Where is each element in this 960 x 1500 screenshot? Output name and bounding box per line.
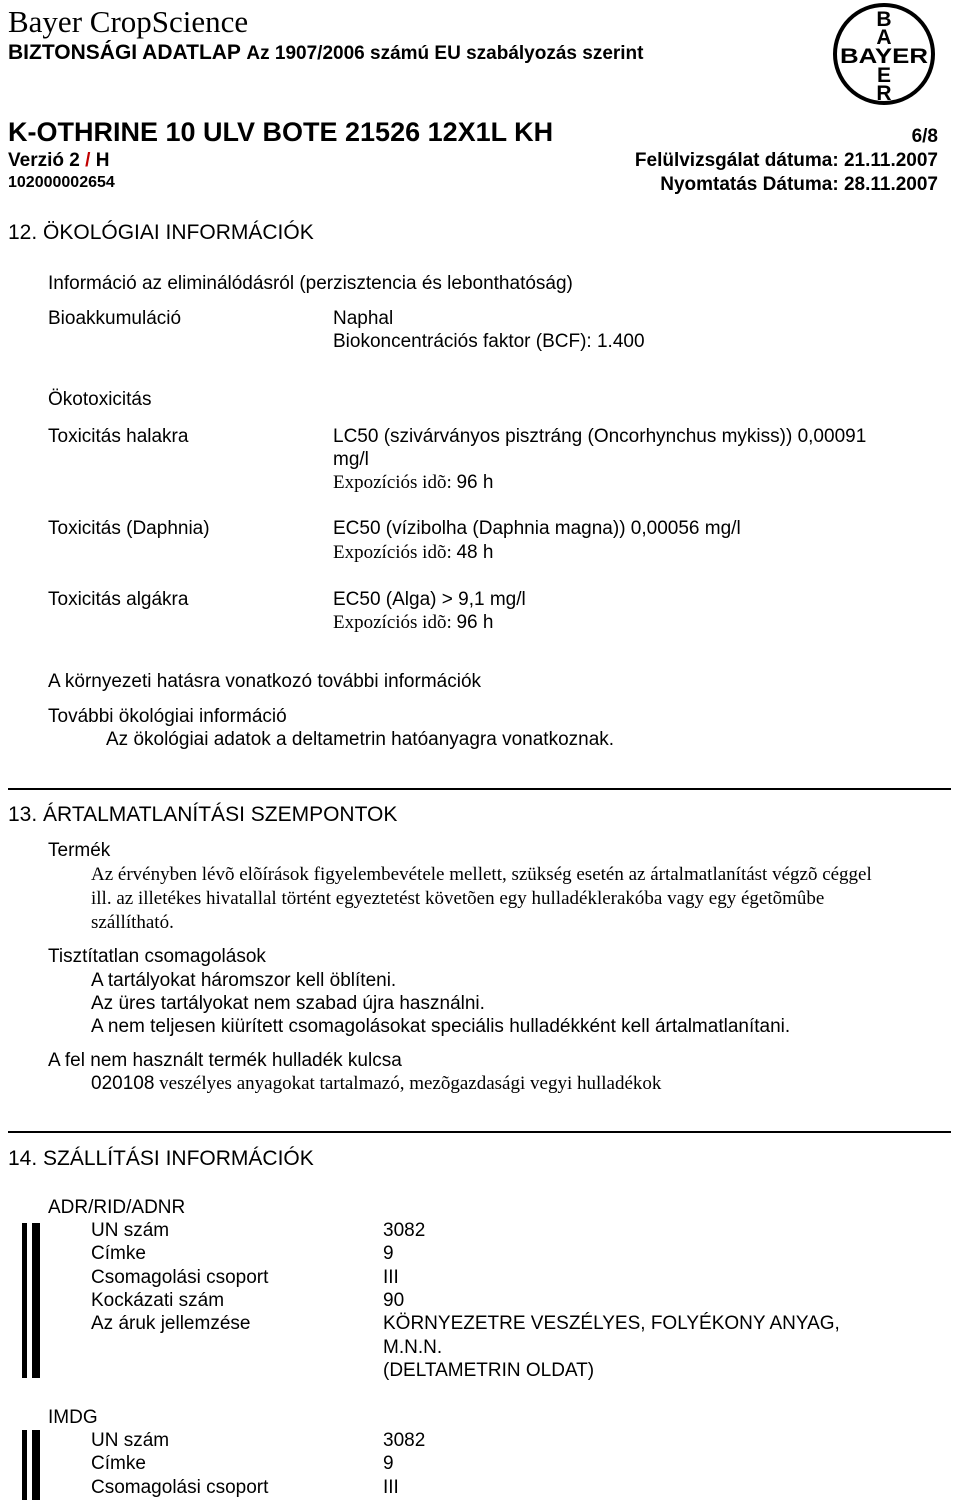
fish-toxicity-label: Toxicitás halakra xyxy=(48,426,189,447)
imdg-row-value: 9 xyxy=(383,1453,394,1475)
imdg-heading: IMDG xyxy=(48,1407,98,1428)
version-number: 2 xyxy=(69,150,80,171)
section-14-title: 14. SZÁLLÍTÁSI INFORMÁCIÓK xyxy=(8,1147,314,1170)
page-number: 6/8 xyxy=(911,126,938,147)
company-name: Bayer CropScience xyxy=(8,4,249,39)
version-info xyxy=(8,150,109,172)
revision-bar xyxy=(32,1430,40,1500)
adr-row-label: Kockázati szám xyxy=(91,1289,225,1311)
product-name: K-OTHRINE 10 ULV BOTE 21526 12X1L KH xyxy=(8,117,554,147)
imdg-row-value: 3082 xyxy=(383,1430,426,1451)
further-info-heading: További ökológiai információ xyxy=(48,706,287,727)
version-slash: / xyxy=(85,150,91,171)
daphnia-exposure-label: Expozíciós idõ: xyxy=(333,542,452,563)
ecotoxicity-heading: Ökotoxicitás xyxy=(48,389,152,410)
algae-exposure-value: 96 h xyxy=(456,612,494,633)
further-info-text: Az ökológiai adatok a deltametrin hatóanyagra vonatkoznak. xyxy=(106,729,615,750)
daphnia-toxicity-value: EC50 (vízibolha (Daphnia magna)) 0,00056 mg/l xyxy=(333,518,741,539)
fish-toxicity-value: LC50 (szivárványos pisztráng (Oncorhynchus mykiss)) 0,00091 xyxy=(333,426,867,447)
revision-bar xyxy=(32,1223,40,1378)
packaging-heading: Tisztítatlan csomagolások xyxy=(48,946,266,967)
elimination-heading: Információ az eliminálódásról (perzisztencia és lebonthatóság) xyxy=(48,273,573,294)
packaging-line-2: Az üres tartályokat nem szabad újra használni. xyxy=(91,993,485,1014)
adr-row-value: KÖRNYEZETRE VESZÉLYES, FOLYÉKONY ANYAG, xyxy=(383,1313,840,1335)
daphnia-exposure-value: 48 h xyxy=(456,542,494,563)
adr-heading: ADR/RID/ADNR xyxy=(48,1197,186,1218)
version-suffix: H xyxy=(95,150,110,171)
fish-toxicity-unit: mg/l xyxy=(333,449,369,470)
svg-text:BAYER: BAYER xyxy=(840,45,928,68)
svg-text:E: E xyxy=(876,64,892,87)
algae-toxicity-value: EC50 (Alga) > 9,1 mg/l xyxy=(333,589,526,610)
algae-exposure-label: Expozíciós idõ: xyxy=(333,612,452,633)
waste-description: veszélyes anyagokat tartalmazó, mezõgazdasági vegyi hulladékok xyxy=(159,1073,662,1094)
imdg-row-label: Csomagolási csoport xyxy=(91,1476,269,1498)
fish-exposure xyxy=(333,472,493,494)
document-number: 102000002654 xyxy=(8,174,115,191)
adr-row-value: 3082 xyxy=(383,1220,426,1241)
review-date: Felülvizsgálat dátuma: 21.11.2007 xyxy=(634,150,938,171)
regulation-reference: Az 1907/2006 számú EU szabályozás szerint xyxy=(246,43,644,64)
fish-exposure-label: Expozíciós idõ: xyxy=(333,472,452,493)
daphnia-toxicity-label: Toxicitás (Daphnia) xyxy=(48,518,210,539)
bioaccumulation-value: Biokoncentrációs faktor (BCF): 1.400 xyxy=(333,331,645,352)
imdg-row-value: III xyxy=(383,1476,399,1498)
algae-toxicity-label: Toxicitás algákra xyxy=(48,589,189,610)
environment-heading: A környezeti hatásra vonatkozó további információk xyxy=(48,671,482,692)
algae-exposure xyxy=(333,612,493,634)
waste-key-heading: A fel nem használt termék hulladék kulcsa xyxy=(48,1050,402,1071)
waste-code: 020108 xyxy=(91,1073,155,1094)
product-disposal-line-1: Az érvényben lévõ elõírások figyelembevétele mellett, szükség esetén az ártalmatlanítást végzõ céggel xyxy=(91,864,872,885)
print-date: Nyomtatás Dátuma: 28.11.2007 xyxy=(660,174,938,195)
svg-text:B: B xyxy=(876,8,892,31)
daphnia-exposure xyxy=(333,542,493,564)
adr-description-line-3: (DELTAMETRIN OLDAT) xyxy=(383,1360,595,1381)
fish-exposure-value: 96 h xyxy=(456,472,494,493)
adr-row-value: III xyxy=(383,1266,399,1288)
adr-row-label: UN szám xyxy=(91,1220,170,1241)
adr-description-line-2: M.N.N. xyxy=(383,1337,443,1358)
section-divider xyxy=(8,1131,951,1133)
revision-bar xyxy=(22,1430,27,1500)
svg-text:R: R xyxy=(876,82,892,105)
revision-bar xyxy=(22,1223,27,1378)
section-12-title: 12. ÖKOLÓGIAI INFORMÁCIÓK xyxy=(8,221,314,244)
product-disposal-heading: Termék xyxy=(48,840,111,861)
imdg-row-label: Címke xyxy=(91,1453,146,1475)
bayer-logo xyxy=(832,2,936,106)
document-subtitle xyxy=(8,41,644,65)
packaging-line-3: A nem teljesen kiürített csomagolásokat speciális hulladékként kell ártalmatlanítani. xyxy=(91,1016,791,1037)
bioaccumulation-species: Naphal xyxy=(333,308,394,329)
version-label: Verzió xyxy=(8,150,64,171)
adr-row-label: Az áruk jellemzése xyxy=(91,1313,251,1335)
svg-text:A: A xyxy=(876,26,892,49)
imdg-row-label: UN szám xyxy=(91,1430,170,1451)
adr-row-label: Címke xyxy=(91,1243,146,1265)
adr-row-value: 9 xyxy=(383,1243,394,1265)
product-disposal-line-3: szállítható. xyxy=(91,912,174,933)
section-divider xyxy=(8,788,951,790)
bioaccumulation-label: Bioakkumuláció xyxy=(48,308,182,329)
adr-row-label: Csomagolási csoport xyxy=(91,1266,269,1288)
document-type: BIZTONSÁGI ADATLAP xyxy=(8,41,241,64)
waste-code-line xyxy=(91,1073,661,1095)
adr-row-value: 90 xyxy=(383,1289,405,1311)
section-13-title: 13. ÁRTALMATLANÍTÁSI SZEMPONTOK xyxy=(8,803,398,826)
packaging-line-1: A tartályokat háromszor kell öblíteni. xyxy=(91,970,397,991)
product-disposal-line-2: ill. az illetékes hivatallal történt egyeztetést követõen egy hulladéklerakóba vagy egy égetõmûbe xyxy=(91,888,825,909)
